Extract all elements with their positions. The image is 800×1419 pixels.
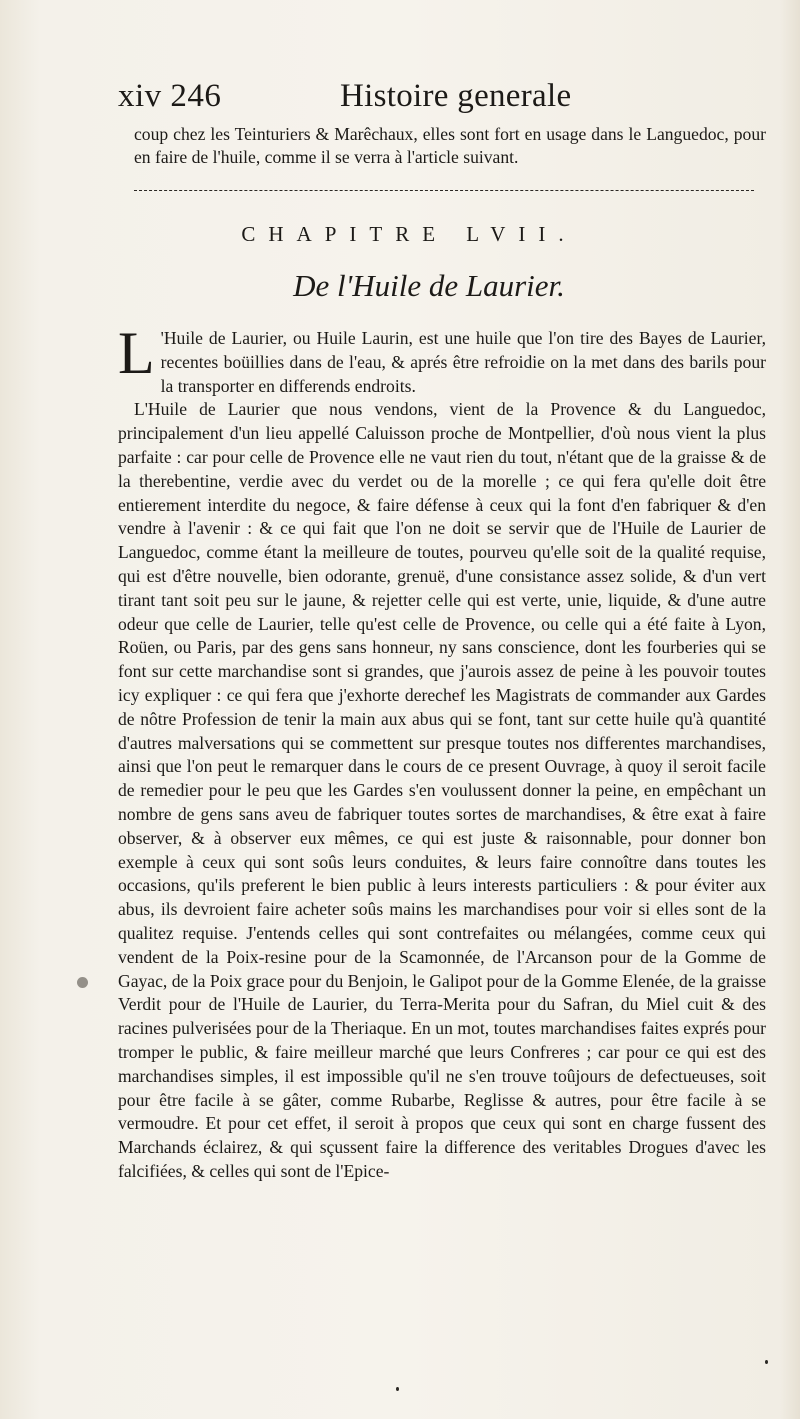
paragraph-1 [118,320,766,398]
running-title: Histoire generale [340,78,572,114]
chapter-title: De l'Huile de Laurier. [293,268,565,303]
chapter-body [118,320,766,1184]
page-number: xiv 246 [118,78,222,114]
ornamental-rule [134,190,754,191]
ink-blot [77,977,88,988]
ink-speck [765,1360,768,1364]
carry-over-text: coup chez les Teinturiers & Marêchaux, elles sont fort en usage dans le Languedoc, pour en faire de l'huile, comme il se verra à l'article suivant. [134,124,766,167]
chapter-heading: CHAPITRE LVII. [241,222,577,246]
paragraph-text: 'Huile de Laurier, ou Huile Laurin, est une huile que l'on tire des Bayes de Laurier, recentes boüillies dans de l'eau, & aprés être refroidie on la met dans des barils pour la transporter en differends endroits. [160,328,766,396]
page-header [118,78,768,122]
paragraph-2: L'Huile de Laurier que nous vendons, vient de la Provence & du Languedoc, principalement d'un lieu appellé Caluisson proche de Montpellier, d'où nous vient la plus parfaite : car pour celle de Provence elle ne vaut rien du tout, n'étant que de la graisse & de la therebentine, verdie avec du verdet ou de la morelle ; ce qui fera qu'elle doit être entierement interdite du negoce, & faire défense à ceux qui la font d'en fabriquer & d'en vendre à l'avenir : & ce qui fait que l'on ne doit se servir que de l'Huile de Laurier de Languedoc, comme étant la meilleure de toutes, pourveu qu'elle soit de la qualité requise, qui est d'être nouvelle, bien odorante, grenuë, d'une consistance assez solide, & d'un vert tirant tant soit peu sur le jaune, & rejetter celle qui est verte, unie, liquide, & d'une autre odeur que celle de Laurier, telle qu'est celle de Provence, ou celle qui a été faite à Lyon, Roüen, ou Paris, par des gens sans honneur, ny sans conscience, dont les fourberies qui se font sur cette marchandise sont si grandes, que j'aurois assez de peine à les pouvoir toutes icy expliquer : ce qui fera que j'exhorte derechef les Magistrats de commander aux Gardes de nôtre Profession de tenir la main aux abus qui se font, tant sur cette huile qu'à quantité d'autres malversations qui se commettent sur presque toutes nos differentes marchandises, ainsi que l'on peut le remarquer dans le cours de ce present Ouvrage, à quoy il seroit facile de remedier pour le peu que les Gardes s'en voulussent donner la peine, en empêchant un nombre de gens sans aveu de fabriquer toutes sortes de marchandises, & être exat à faire observer, & à observer eux mêmes, ce qui est juste & raisonnable, pour donner bon exemple à ceux qui sont soûs leurs conduites, & leurs faire connoître dans toutes les occasions, qu'ils preferent le bien public à leurs interests particuliers : & pour éviter aux abus, ils devroient faire acheter soûs mains les marchandises pour voir si elles sont de la qualitez requise. J'entends celles qui sont contrefaites ou mélangées, comme ceux qui vendent de la Poix-resine pour de la Scamonnée, de l'Arcanson pour de la Gomme de Gayac, de la Poix grace pour du Benjoin, le Galipot pour de la Gomme Elenée, de la graisse Verdit pour de l'Huile de Laurier, du Terra-Merita pour du Safran, du Miel cuit & des racines pulverisées pour de la Theriaque. En un mot, toutes marchandises faites exprés pour tromper le public, & faire meilleur marché que leurs Confreres ; car pour ce qui est des marchandises simples, il est impossible qu'il ne s'en trouve toûjours de defectueuses, soit pour être facile à se gâter, comme Rubarbe, Reglisse & autres, pour être facile à se vermoudre. Et pour cet effet, il seroit à propos que ceux qui sont en charge fussent des Marchands éclairez, & qui sçussent faire la difference des veritables Drogues d'avec les falcifiées, & celles qui sont de l'Epice- [118,399,766,1181]
drop-cap: L [118,320,155,386]
ink-speck [396,1387,399,1391]
